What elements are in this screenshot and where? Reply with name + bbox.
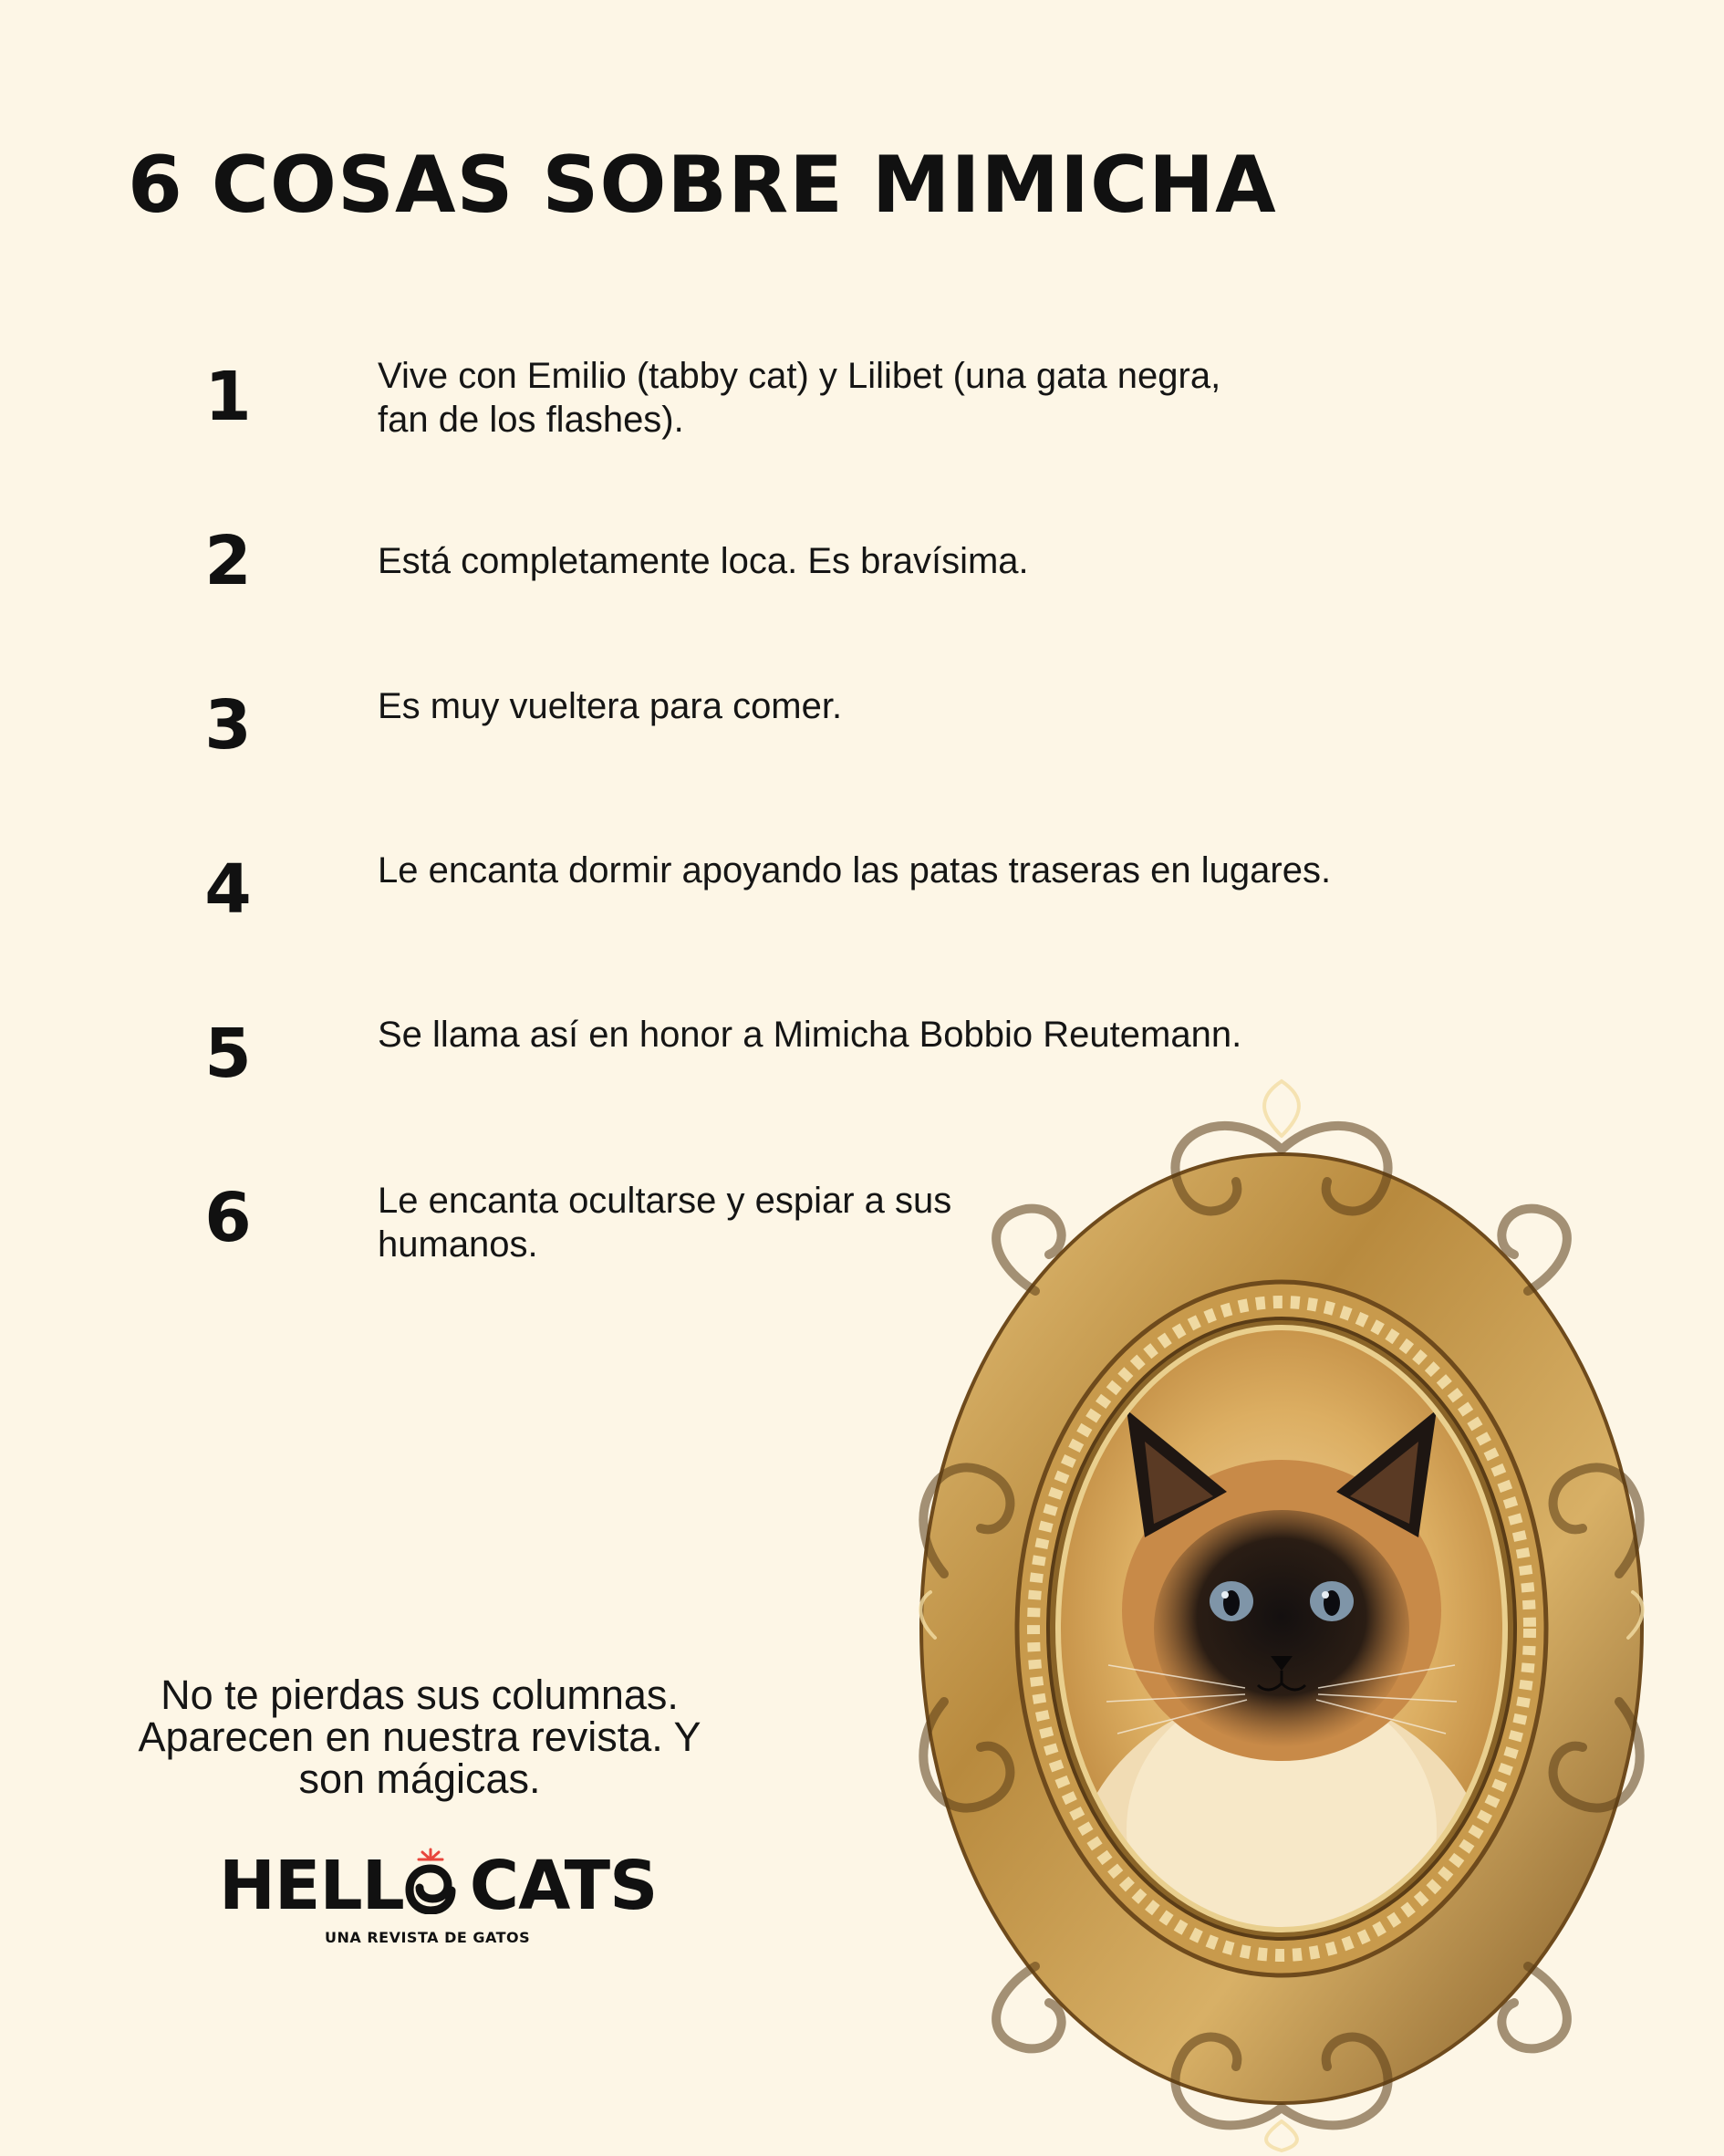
fact-text-5 bbox=[378, 1013, 1241, 1057]
fact-number-1: 1 bbox=[204, 358, 252, 436]
fact-text-1-line-1: Vive con Emilio (tabby cat) y Lilibet (una gata negra, bbox=[378, 356, 1221, 396]
fact-text-3-line-1: Es muy vueltera para comer. bbox=[378, 686, 843, 726]
logo-word-right: CATS bbox=[469, 1847, 658, 1925]
promo-line-1: No te pierdas sus columnas. bbox=[161, 1672, 679, 1718]
fact-text-1 bbox=[378, 354, 1220, 442]
logo-wordmark bbox=[219, 1847, 658, 1925]
sparkle-icon bbox=[415, 1847, 446, 1870]
fact-number-6: 6 bbox=[204, 1179, 252, 1257]
fact-number-3: 3 bbox=[204, 686, 252, 765]
fact-text-6-line-2: humanos. bbox=[378, 1224, 538, 1265]
logo-tagline: UNA REVISTA DE GATOS bbox=[325, 1929, 531, 1946]
fact-text-2-line-1: Está completamente loca. Es bravísima. bbox=[378, 541, 1029, 581]
fact-text-6-line-1: Le encanta ocultarse y espiar a sus bbox=[378, 1181, 952, 1221]
page-title: 6 COSAS SOBRE MIMICHA bbox=[128, 140, 1277, 231]
fact-text-1-line-2: fan de los flashes). bbox=[378, 400, 684, 440]
hello-cats-logo bbox=[219, 1847, 658, 1946]
logo-word-left: HELL bbox=[219, 1847, 404, 1925]
fact-number-5: 5 bbox=[204, 1015, 252, 1093]
fact-number-2: 2 bbox=[204, 522, 252, 600]
fact-number-4: 4 bbox=[204, 850, 252, 929]
promo-text bbox=[128, 1674, 711, 1800]
fact-text-6 bbox=[378, 1179, 951, 1266]
fact-text-4 bbox=[378, 849, 1331, 892]
promo-line-3: son mágicas. bbox=[298, 1755, 541, 1802]
fact-text-2 bbox=[378, 539, 1029, 583]
fact-text-4-line-1: Le encanta dormir apoyando las patas traseras en lugares. bbox=[378, 850, 1332, 891]
promo-line-2: Aparecen en nuestra revista. Y bbox=[138, 1713, 701, 1760]
cat-portrait-frame bbox=[880, 1063, 1683, 2153]
fact-text-5-line-1: Se llama así en honor a Mimicha Bobbio Reutemann. bbox=[378, 1015, 1242, 1055]
fact-text-3 bbox=[378, 684, 842, 728]
